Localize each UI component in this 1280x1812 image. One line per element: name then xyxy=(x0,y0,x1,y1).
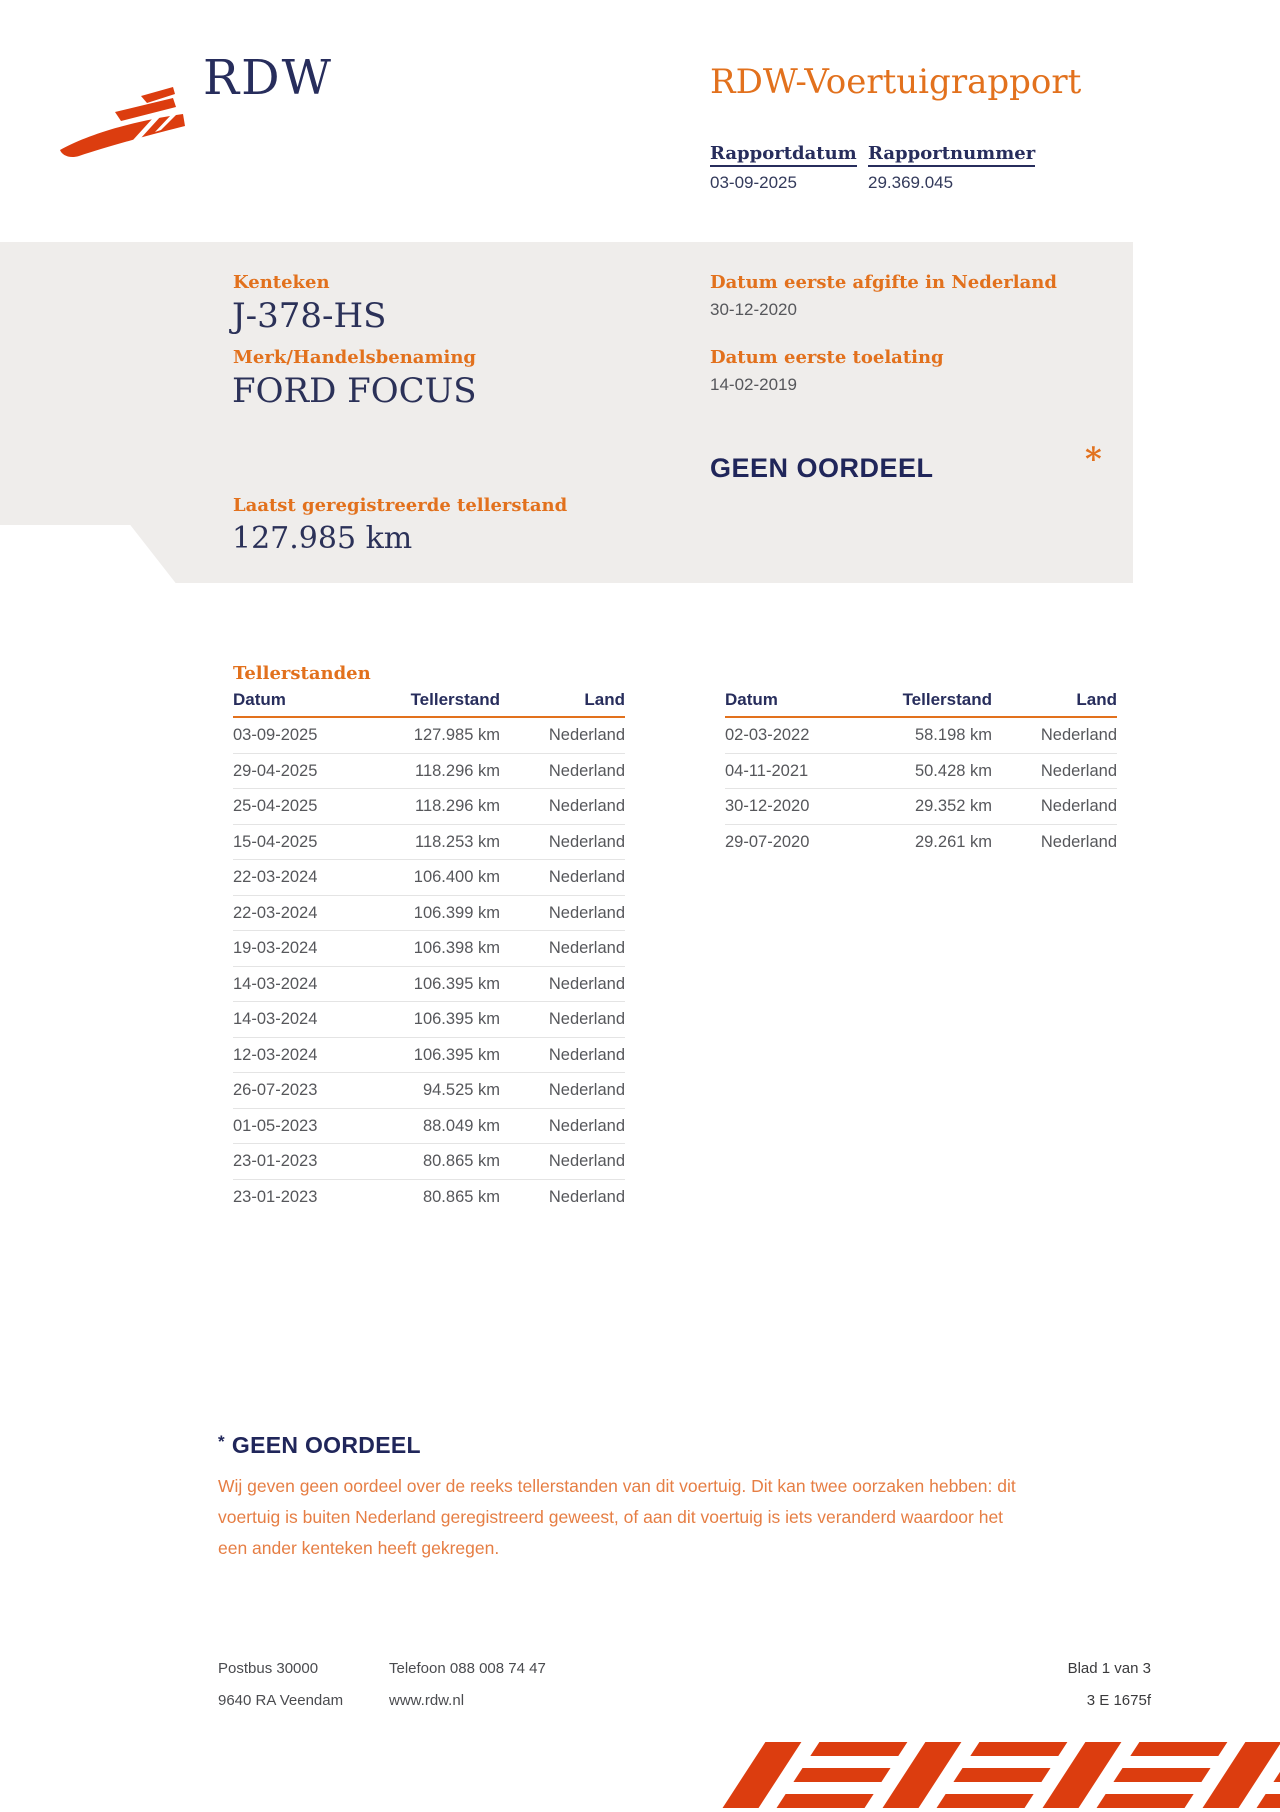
row-tellerstand: 88.049 km xyxy=(422,1116,500,1135)
report-number-value: 29.369.045 xyxy=(868,173,954,192)
row-land: Nederland xyxy=(548,797,625,815)
row-datum: 23-01-2023 xyxy=(233,1152,318,1170)
toelating-label: Datum eerste toelating xyxy=(710,347,944,368)
table-row xyxy=(233,1108,625,1144)
meter-table-left-header xyxy=(233,690,625,718)
row-tellerstand: 80.865 km xyxy=(422,1152,500,1170)
table-row xyxy=(725,753,1117,789)
row-land: Nederland xyxy=(1040,797,1117,815)
report-number-block xyxy=(868,143,1035,193)
row-land: Nederland xyxy=(1040,832,1117,851)
row-tellerstand: 106.398 km xyxy=(413,939,500,957)
row-land: Nederland xyxy=(1040,761,1117,780)
table-row xyxy=(233,966,625,1002)
col-datum-header: Datum xyxy=(233,690,286,709)
row-datum: 02-03-2022 xyxy=(725,726,810,744)
row-datum: 26-07-2023 xyxy=(233,1081,318,1099)
row-datum: 03-09-2025 xyxy=(233,726,318,744)
table-row xyxy=(233,753,625,789)
table-row xyxy=(725,718,1117,753)
row-land: Nederland xyxy=(548,974,625,993)
row-datum: 25-04-2025 xyxy=(233,797,318,815)
col-datum-header: Datum xyxy=(725,690,778,709)
col-land-header: Land xyxy=(584,690,625,709)
row-tellerstand: 106.400 km xyxy=(413,868,500,886)
row-land: Nederland xyxy=(548,1045,625,1064)
report-number-label: Rapportnummer xyxy=(868,143,1035,167)
verdict-text: GEEN OORDEEL xyxy=(710,453,934,483)
table-row xyxy=(233,1143,625,1179)
row-tellerstand: 127.985 km xyxy=(413,726,500,744)
row-datum: 23-01-2023 xyxy=(233,1187,318,1206)
table-row xyxy=(233,930,625,966)
table-row xyxy=(233,1037,625,1073)
row-datum: 29-07-2020 xyxy=(725,832,810,851)
report-date-value: 03-09-2025 xyxy=(710,173,797,192)
tellerstand-value: 127.985 km xyxy=(232,521,413,556)
meter-table-right xyxy=(725,690,1117,859)
col-tellerstand-header: Tellerstand xyxy=(902,690,992,709)
afgifte-value: 30-12-2020 xyxy=(710,300,797,319)
row-datum: 14-03-2024 xyxy=(233,1010,318,1028)
rdw-feather-logo-icon xyxy=(57,82,187,160)
footer-website: www.rdw.nl xyxy=(389,1692,465,1709)
rdw-stripes-decoration-icon xyxy=(720,1738,1280,1812)
meter-table-right-body xyxy=(725,718,1117,859)
table-row xyxy=(233,895,625,931)
row-land: Nederland xyxy=(548,726,625,744)
row-tellerstand: 118.296 km xyxy=(415,797,500,815)
row-land: Nederland xyxy=(548,903,625,922)
row-datum: 22-03-2024 xyxy=(233,868,318,886)
row-tellerstand: 80.865 km xyxy=(422,1187,500,1206)
row-datum: 01-05-2023 xyxy=(233,1116,318,1135)
col-land-header: Land xyxy=(1076,690,1117,709)
merk-label: Merk/Handelsbenaming xyxy=(233,347,477,368)
table-row xyxy=(233,1001,625,1037)
report-date-label: Rapportdatum xyxy=(710,143,857,167)
row-land: Nederland xyxy=(548,939,625,957)
row-tellerstand: 50.428 km xyxy=(914,761,992,780)
row-datum: 04-11-2021 xyxy=(725,761,809,780)
row-datum: 22-03-2024 xyxy=(233,903,318,922)
report-date-block xyxy=(710,143,857,193)
row-land: Nederland xyxy=(548,1081,625,1099)
row-datum: 30-12-2020 xyxy=(725,797,810,815)
row-datum: 19-03-2024 xyxy=(233,939,318,957)
table-row xyxy=(233,718,625,753)
row-tellerstand: 106.395 km xyxy=(413,974,500,993)
row-land: Nederland xyxy=(548,761,625,780)
row-land: Nederland xyxy=(548,832,625,851)
row-tellerstand: 29.261 km xyxy=(914,832,992,851)
row-datum: 14-03-2024 xyxy=(233,974,318,993)
table-row xyxy=(233,824,625,860)
table-row xyxy=(233,1179,625,1215)
footnote-title-text: GEEN OORDEEL xyxy=(231,1432,421,1458)
col-tellerstand-header: Tellerstand xyxy=(410,690,500,709)
footer-address-line1: Postbus 30000 xyxy=(218,1660,319,1677)
table-row xyxy=(725,788,1117,824)
row-tellerstand: 94.525 km xyxy=(422,1081,500,1099)
meter-table-right-header xyxy=(725,690,1117,718)
row-land: Nederland xyxy=(548,868,625,886)
footnote-title xyxy=(218,1432,1033,1459)
row-tellerstand: 118.296 km xyxy=(415,761,500,780)
footer-form-code: 3 E 1675f xyxy=(1086,1692,1151,1709)
footnote-block xyxy=(218,1432,1033,1564)
rdw-logo-text: RDW xyxy=(203,50,333,106)
row-tellerstand: 106.395 km xyxy=(413,1010,500,1028)
report-title: RDW-Voertuigrapport xyxy=(710,62,1082,102)
row-tellerstand: 106.399 km xyxy=(413,903,500,922)
row-datum: 12-03-2024 xyxy=(233,1045,318,1064)
footnote-body: Wij geven geen oordeel over de reeks tellerstanden van dit voertuig. Dit kan twee oorzaken hebben: dit voertuig is buiten Nederland geregistreerd geweest, of aan dit voertuig is iets veranderd waardoor het een ander kenteken heeft gekregen. xyxy=(218,1476,1016,1558)
toelating-value: 14-02-2019 xyxy=(710,375,797,394)
row-land: Nederland xyxy=(548,1187,625,1206)
row-land: Nederland xyxy=(548,1116,625,1135)
footer-page-indicator: Blad 1 van 3 xyxy=(1067,1660,1151,1677)
row-land: Nederland xyxy=(548,1010,625,1028)
row-datum: 29-04-2025 xyxy=(233,761,318,780)
kenteken-value: J-378-HS xyxy=(232,296,387,336)
footer-address-line2: 9640 RA Veendam xyxy=(218,1692,344,1709)
afgifte-label: Datum eerste afgifte in Nederland xyxy=(710,272,1057,293)
verdict-asterisk: * xyxy=(1085,440,1102,478)
row-tellerstand: 106.395 km xyxy=(413,1045,500,1064)
row-land: Nederland xyxy=(1040,726,1117,744)
footnote-asterisk: * xyxy=(218,1432,225,1451)
table-row xyxy=(233,859,625,895)
row-tellerstand: 118.253 km xyxy=(415,832,500,851)
tellerstanden-title: Tellerstanden xyxy=(233,663,371,684)
row-land: Nederland xyxy=(548,1152,625,1170)
merk-value: FORD FOCUS xyxy=(232,371,477,411)
vehicle-summary-panel xyxy=(0,242,1133,583)
table-row xyxy=(233,788,625,824)
row-tellerstand: 58.198 km xyxy=(914,726,992,744)
meter-table-left xyxy=(233,690,625,1214)
table-row xyxy=(725,824,1117,860)
tellerstand-label: Laatst geregistreerde tellerstand xyxy=(233,495,568,516)
meter-table-left-body xyxy=(233,718,625,1214)
table-row xyxy=(233,1072,625,1108)
row-datum: 15-04-2025 xyxy=(233,832,318,851)
footer-phone: Telefoon 088 008 74 47 xyxy=(389,1660,546,1677)
row-tellerstand: 29.352 km xyxy=(914,797,992,815)
kenteken-label: Kenteken xyxy=(233,272,330,293)
